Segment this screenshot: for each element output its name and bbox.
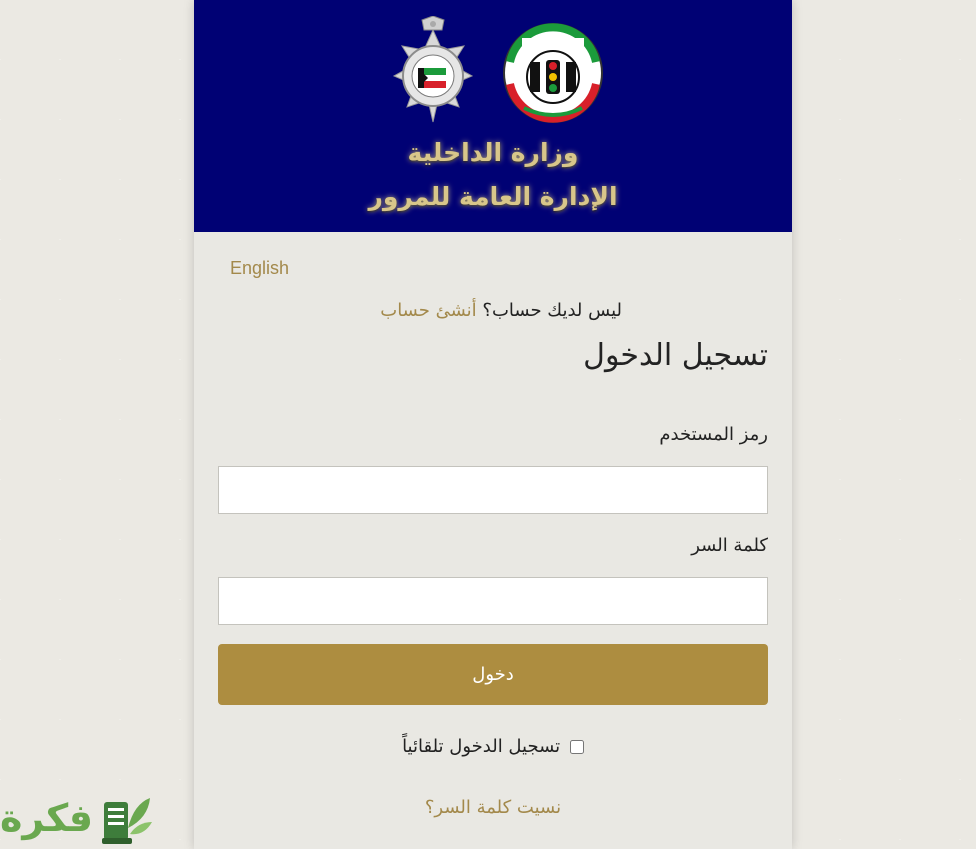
ministry-title: وزارة الداخلية [407,138,579,167]
traffic-department-emblem-icon [502,22,604,124]
kuwait-police-emblem-icon [382,16,484,130]
language-switch-link[interactable]: English [230,258,290,278]
password-label: كلمة السر [691,535,768,556]
site-watermark [0,786,160,849]
watermark-text: فكرة [0,796,94,840]
login-button[interactable]: دخول [218,644,768,705]
remember-me-checkbox[interactable] [570,740,584,754]
forgot-password-link[interactable]: نسيت كلمة السر؟ [424,797,562,818]
book-leaf-logo-icon [98,788,154,848]
header-banner [194,0,792,232]
page-title: تسجيل الدخول [583,338,768,373]
department-title: الإدارة العامة للمرور [368,182,618,211]
create-account-link[interactable]: أنشئ حساب [380,300,477,321]
remember-me-label: تسجيل الدخول تلقائياً [402,736,561,757]
password-input[interactable] [218,577,768,625]
username-label: رمز المستخدم [659,424,768,445]
remember-me-row [194,736,792,757]
username-input[interactable] [218,466,768,514]
signup-prompt [380,300,622,321]
signup-prompt-text: ليس لديك حساب؟ [482,300,622,321]
login-card [194,0,792,849]
